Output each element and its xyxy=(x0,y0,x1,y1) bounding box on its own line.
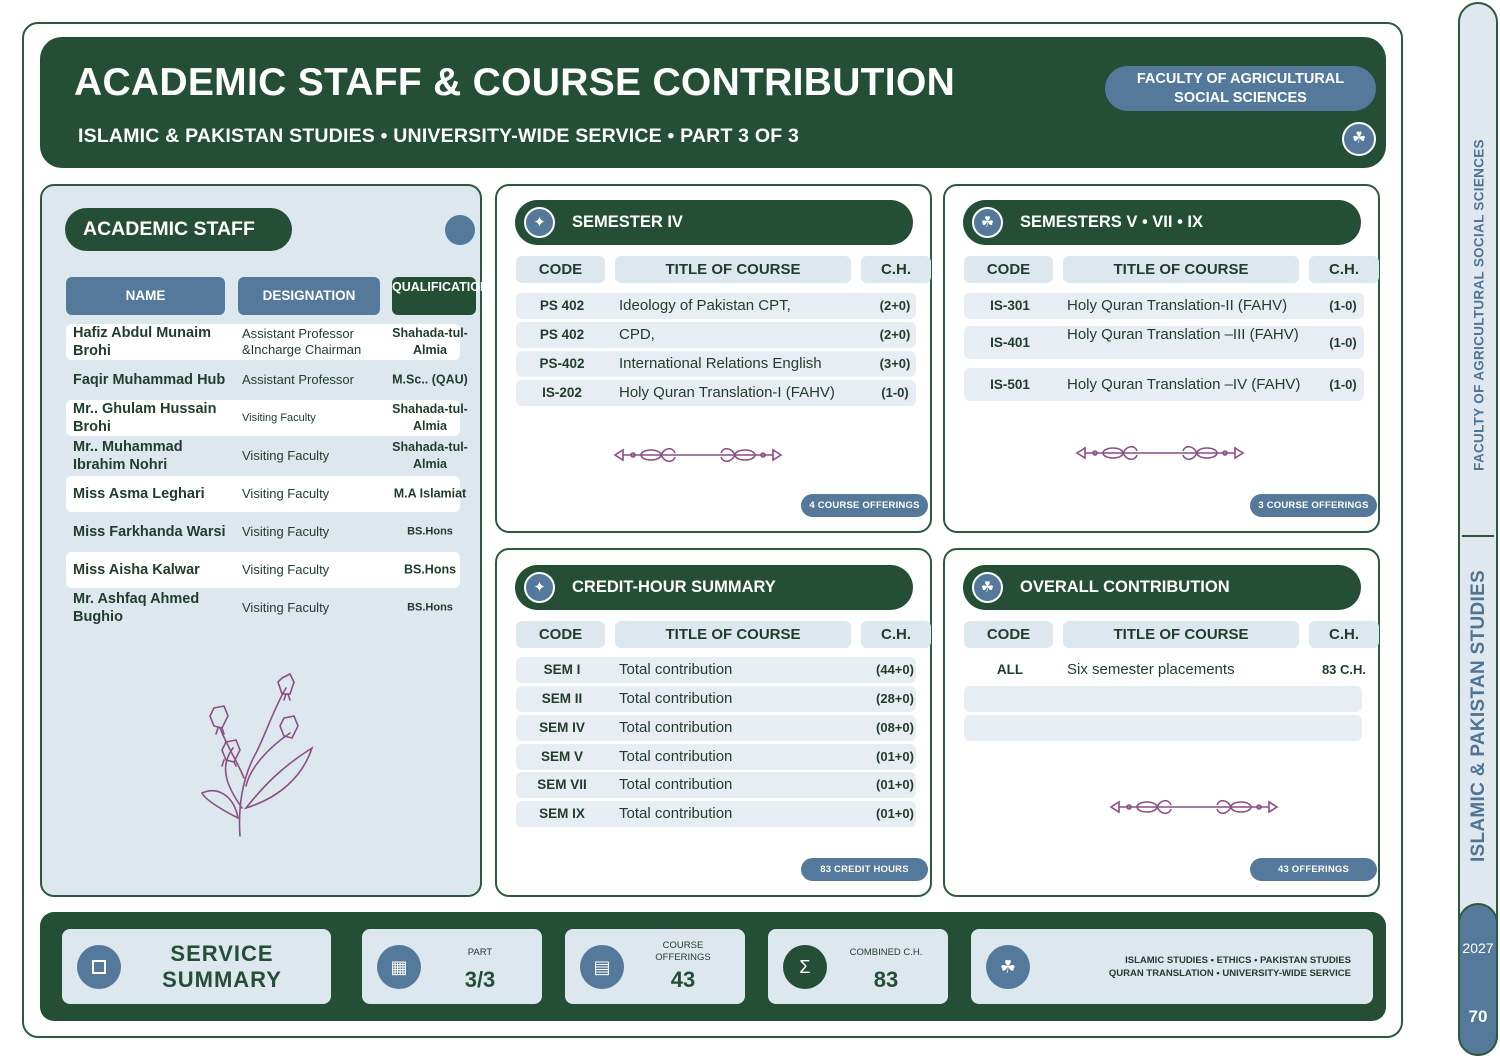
course-row xyxy=(516,744,916,770)
course-code: SEM IX xyxy=(539,806,585,821)
course-ch: (01+0) xyxy=(876,777,914,792)
th-title: TITLE OF COURSE xyxy=(615,621,851,648)
staff-name: Faqir Muhammad Hub xyxy=(73,372,226,388)
th-title: TITLE OF COURSE xyxy=(615,256,851,283)
faculty-badge xyxy=(1105,66,1376,111)
square-icon xyxy=(77,945,121,989)
course-row xyxy=(516,801,916,827)
staff-row xyxy=(66,476,467,512)
course-title: Total contribution xyxy=(619,690,733,707)
credit-hour-summary-header xyxy=(515,565,913,610)
th-code: CODE xyxy=(964,621,1053,648)
staff-name: Hafiz Abdul Munaim Brohi xyxy=(73,325,212,359)
page-title: ACADEMIC STAFF & COURSE CONTRIBUTION xyxy=(74,61,956,104)
list-icon: ▤ xyxy=(580,945,624,989)
course-code: SEM V xyxy=(540,749,583,764)
course-ch: (2+0) xyxy=(879,298,911,313)
rail-divider xyxy=(1462,535,1494,537)
subject-tags xyxy=(1041,954,1351,980)
course-title: International Relations English xyxy=(619,355,822,372)
course-title: Holy Quran Translation –IV (FAHV) xyxy=(1067,376,1301,393)
sparkle-icon: ✦ xyxy=(524,207,555,238)
course-ch: (2+0) xyxy=(879,327,911,342)
th-code: CODE xyxy=(516,256,605,283)
course-row xyxy=(516,293,916,319)
course-title: Total contribution xyxy=(619,805,733,822)
staff-row xyxy=(66,400,468,436)
shamrock-icon: ☘ xyxy=(972,207,1003,238)
service-summary-label xyxy=(142,941,302,993)
offerings-label-line2: OFFERINGS xyxy=(655,952,711,963)
ornament-divider-icon xyxy=(613,443,783,467)
sparkle-icon: ✦ xyxy=(524,572,555,603)
credit-hour-summary-title: CREDIT-HOUR SUMMARY xyxy=(572,578,776,596)
sigma-icon: Σ xyxy=(783,945,827,989)
offerings-badge: 43 OFFERINGS xyxy=(1250,858,1377,881)
staff-qualification: M.A Islamiat xyxy=(393,486,467,501)
staff-designation: Assistant Professor xyxy=(242,372,354,387)
staff-designation: Visiting Faculty xyxy=(242,412,316,424)
page-subtitle: ISLAMIC & PAKISTAN STUDIES • UNIVERSITY-WIDE SERVICE • PART 3 OF 3 xyxy=(78,125,799,147)
rail-page-tab xyxy=(1458,903,1498,1056)
credit-hours-badge: 83 CREDIT HOURS xyxy=(801,858,928,881)
overall-contribution-title: OVERALL CONTRIBUTION xyxy=(1020,578,1230,596)
course-code: IS-501 xyxy=(990,377,1030,392)
course-title: Holy Quran Translation-II (FAHV) xyxy=(1067,297,1288,314)
combined-ch-stat-box xyxy=(768,929,948,1004)
faculty-badge-line2: SOCIAL SCIENCES xyxy=(1174,90,1307,106)
course-row xyxy=(516,657,916,683)
staff-designation: Visiting Faculty xyxy=(242,600,330,615)
course-ch: (1-0) xyxy=(1329,335,1357,350)
shamrock-icon: ☘ xyxy=(986,945,1030,989)
course-row xyxy=(516,351,916,377)
course-ch: (01+0) xyxy=(876,749,914,764)
semester-iv-title: SEMESTER IV xyxy=(572,213,683,231)
staff-dot-decoration xyxy=(445,215,475,245)
course-row xyxy=(964,368,1364,401)
ornament-divider-icon xyxy=(1109,795,1279,819)
th-ch: C.H. xyxy=(861,621,931,648)
staff-name: Mr.. Ghulam Hussain Brohi xyxy=(73,401,217,435)
service-summary-box xyxy=(62,929,331,1004)
part-stat-box xyxy=(362,929,542,1004)
staff-designation: Assistant Professor &Incharge Chairman xyxy=(242,326,362,357)
grid-icon: ▦ xyxy=(377,945,421,989)
faculty-badge-line1: FACULTY OF AGRICULTURAL xyxy=(1136,71,1345,87)
empty-row xyxy=(964,686,1362,712)
flower-illustration-icon xyxy=(198,668,318,840)
course-row xyxy=(516,772,916,798)
combined-ch-value: 83 xyxy=(873,967,899,992)
th-title: TITLE OF COURSE xyxy=(1063,256,1299,283)
staff-section-title: ACADEMIC STAFF xyxy=(65,208,292,251)
subject-tags-line1: ISLAMIC STUDIES • ETHICS • PAKISTAN STUDIES xyxy=(1125,955,1351,966)
course-title: Holy Quran Translation-I (FAHV) xyxy=(619,384,835,401)
part-label: PART xyxy=(467,947,493,958)
course-ch: (1-0) xyxy=(1329,298,1357,313)
th-ch: C.H. xyxy=(1309,621,1379,648)
course-code: IS-401 xyxy=(990,335,1030,350)
page-number: 70 xyxy=(1468,1007,1488,1026)
staff-row xyxy=(66,324,468,360)
offerings-badge: 4 COURSE OFFERINGS xyxy=(801,494,928,517)
service-summary-line2: SUMMARY xyxy=(162,967,282,992)
staff-row xyxy=(66,362,468,398)
semesters-v-vii-ix-header xyxy=(963,200,1361,245)
th-ch: C.H. xyxy=(861,256,931,283)
staff-qualification: Shahada-tul-Almia xyxy=(392,402,468,433)
course-title: Total contribution xyxy=(619,776,733,793)
course-row xyxy=(516,715,916,741)
offerings-label-line1: COURSE xyxy=(662,940,704,951)
staff-qualification: BS.Hons xyxy=(407,525,453,538)
course-code: SEM IV xyxy=(539,720,585,735)
course-code: IS-202 xyxy=(542,385,582,400)
course-ch: (1-0) xyxy=(881,385,909,400)
shamrock-icon: ☘ xyxy=(972,572,1003,603)
course-title: Six semester placements xyxy=(1067,661,1235,678)
course-row xyxy=(516,380,916,406)
staff-qualification: BS.Hons xyxy=(403,562,457,577)
course-code: IS-301 xyxy=(990,298,1030,313)
course-row xyxy=(964,326,1364,359)
course-code: PS-402 xyxy=(539,356,585,371)
offerings-badge: 3 COURSE OFFERINGS xyxy=(1250,494,1377,517)
course-code: PS 402 xyxy=(539,327,585,342)
offerings-label xyxy=(633,940,733,964)
course-ch: (44+0) xyxy=(876,662,914,677)
staff-qualification: M.Sc.. (QAU) xyxy=(392,372,468,387)
empty-row xyxy=(964,715,1362,741)
course-ch: (3+0) xyxy=(879,356,911,371)
staff-designation: Visiting Faculty xyxy=(242,448,330,463)
course-ch: (28+0) xyxy=(876,691,914,706)
course-title: Total contribution xyxy=(619,719,733,736)
course-title: Total contribution xyxy=(619,748,733,765)
course-title: Total contribution xyxy=(619,661,733,678)
staff-row xyxy=(66,552,460,588)
rail-department-label: ISLAMIC & PAKISTAN STUDIES xyxy=(1468,569,1489,863)
staff-name: Mr. Ashfaq Ahmed Bughio xyxy=(73,591,200,625)
course-row xyxy=(964,657,1367,683)
staff-name: Mr.. Muhammad Ibrahim Nohri xyxy=(73,439,183,473)
course-ch: (08+0) xyxy=(876,720,914,735)
subject-tags-line2: QURAN TRANSLATION • UNIVERSITY-WIDE SERVICE xyxy=(1108,968,1351,979)
course-row xyxy=(964,293,1364,319)
staff-qualification: BS.Hons xyxy=(407,601,453,614)
staff-name: Miss Asma Leghari xyxy=(73,486,205,502)
staff-row xyxy=(66,438,468,474)
column-header-designation: DESIGNATION xyxy=(238,277,380,315)
staff-qualification: Shahada-tul-Almia xyxy=(392,326,468,357)
subject-tags-box xyxy=(971,929,1373,1004)
course-row xyxy=(516,686,916,712)
staff-qualification: Shahada-tul-Almia xyxy=(392,440,468,471)
course-title: Ideology of Pakistan CPT, xyxy=(619,297,791,314)
overall-contribution-header xyxy=(963,565,1361,610)
shamrock-icon: ☘ xyxy=(1342,122,1376,156)
semesters-v-vii-ix-title: SEMESTERS V • VII • IX xyxy=(1020,213,1204,231)
course-code: SEM II xyxy=(541,691,583,706)
column-header-name: NAME xyxy=(66,277,225,315)
part-value: 3/3 xyxy=(464,967,496,992)
course-title: CPD, xyxy=(619,326,655,343)
staff-designation: Visiting Faculty xyxy=(242,562,330,577)
service-summary-line1: SERVICE xyxy=(170,941,274,966)
staff-row xyxy=(66,590,460,626)
course-code: SEM VII xyxy=(537,777,587,792)
semester-iv-header xyxy=(515,200,913,245)
rail-year: 2027 xyxy=(1462,940,1494,956)
staff-designation: Visiting Faculty xyxy=(242,486,330,501)
th-ch: C.H. xyxy=(1309,256,1379,283)
course-code: ALL xyxy=(996,662,1024,677)
column-header-qualification: QUALIFICATION xyxy=(392,277,476,315)
course-code: PS 402 xyxy=(539,298,585,313)
course-row xyxy=(516,322,916,348)
page-header xyxy=(40,37,1386,168)
staff-name: Miss Farkhanda Warsi xyxy=(73,524,226,540)
course-code: SEM I xyxy=(543,662,581,677)
combined-ch-label: COMBINED C.H. xyxy=(849,947,923,958)
th-code: CODE xyxy=(516,621,605,648)
staff-row xyxy=(66,514,460,550)
th-code: CODE xyxy=(964,256,1053,283)
rail-faculty-label: FACULTY OF AGRICULTURAL SOCIAL SCIENCES xyxy=(1471,139,1487,471)
offerings-stat-box xyxy=(565,929,745,1004)
course-title: Holy Quran Translation –III (FAHV) xyxy=(1067,326,1299,343)
course-ch: (01+0) xyxy=(876,806,914,821)
offerings-value: 43 xyxy=(670,967,696,992)
course-ch: 83 C.H. xyxy=(1321,662,1367,677)
course-ch: (1-0) xyxy=(1329,377,1357,392)
staff-name: Miss Aisha Kalwar xyxy=(73,562,200,578)
th-title: TITLE OF COURSE xyxy=(1063,621,1299,648)
ornament-divider-icon xyxy=(1075,441,1245,465)
staff-designation: Visiting Faculty xyxy=(242,524,330,539)
